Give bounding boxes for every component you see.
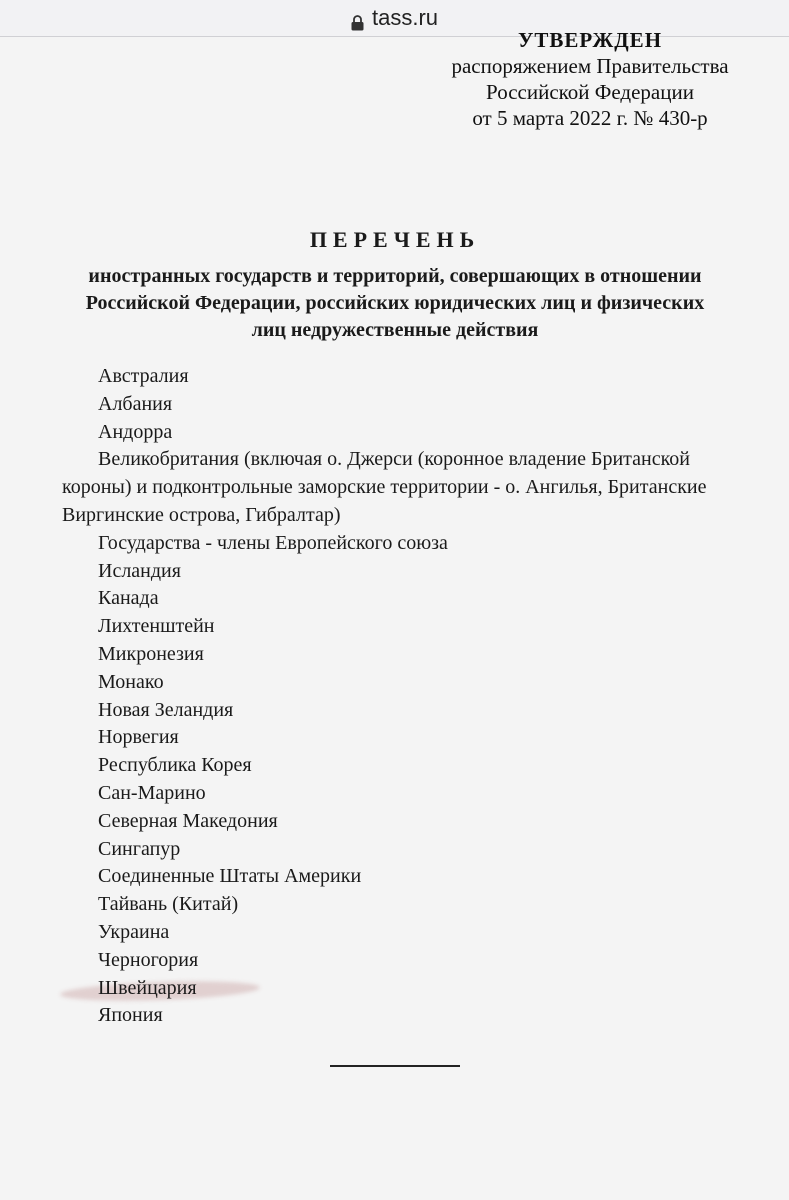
list-item: Великобритания (включая о. Джерси (коронное владение Британской короны) и подконтрольные заморские территории - о. Ангилья, Британские Виргинские острова, Гибралтар) — [62, 448, 707, 526]
document-title: ПЕРЕЧЕНЬ — [309, 227, 481, 252]
list-item: Тайвань (Китай) — [98, 893, 239, 916]
list-item: Сингапур — [98, 837, 181, 860]
list-item: Новая Зеландия — [98, 698, 234, 721]
list-item: Австралия — [98, 365, 189, 387]
list-item: Андорра — [98, 420, 173, 443]
list-item: Соединенные Штаты Америки — [98, 865, 362, 888]
list-item: Монако — [98, 670, 164, 693]
document-subtitle — [40, 263, 750, 344]
approved-label: УТВЕРЖДЕН — [517, 28, 663, 52]
list-item: Лихтенштейн — [98, 615, 215, 638]
approval-line-3: от 5 марта 2022 г. № 430-р — [472, 106, 708, 130]
list-item: Украина — [98, 920, 170, 943]
url-text: tass.ru — [371, 5, 439, 30]
list-item: Албания — [98, 392, 173, 415]
approval-block — [430, 28, 750, 131]
subtitle-line-3: лиц недружественные действия — [251, 319, 539, 341]
list-item: Исландия — [98, 559, 181, 582]
list-item: Норвегия — [98, 726, 179, 749]
subtitle-line-1: иностранных государств и территорий, совершающих в отношении — [88, 265, 702, 287]
list-item: Сан-Марино — [98, 781, 206, 804]
approval-line-1: распоряжением Правительства — [451, 54, 729, 78]
list-item: Швейцария — [98, 976, 197, 999]
list-item: Республика Корея — [98, 754, 252, 777]
list-item: Микронезия — [98, 642, 204, 665]
list-item: Северная Македония — [98, 809, 278, 832]
list-item: Государства - члены Европейского союза — [98, 531, 448, 554]
lock-icon — [351, 11, 364, 27]
end-divider — [330, 1065, 460, 1067]
list-item: Япония — [98, 1004, 163, 1027]
subtitle-line-2: Российской Федерации, российских юридических лиц и физических — [85, 292, 705, 314]
list-item: Канада — [98, 587, 159, 610]
approval-line-2: Российской Федерации — [486, 80, 694, 104]
country-list — [62, 363, 762, 1030]
list-item: Черногория — [98, 948, 199, 971]
document-page — [0, 28, 789, 1200]
